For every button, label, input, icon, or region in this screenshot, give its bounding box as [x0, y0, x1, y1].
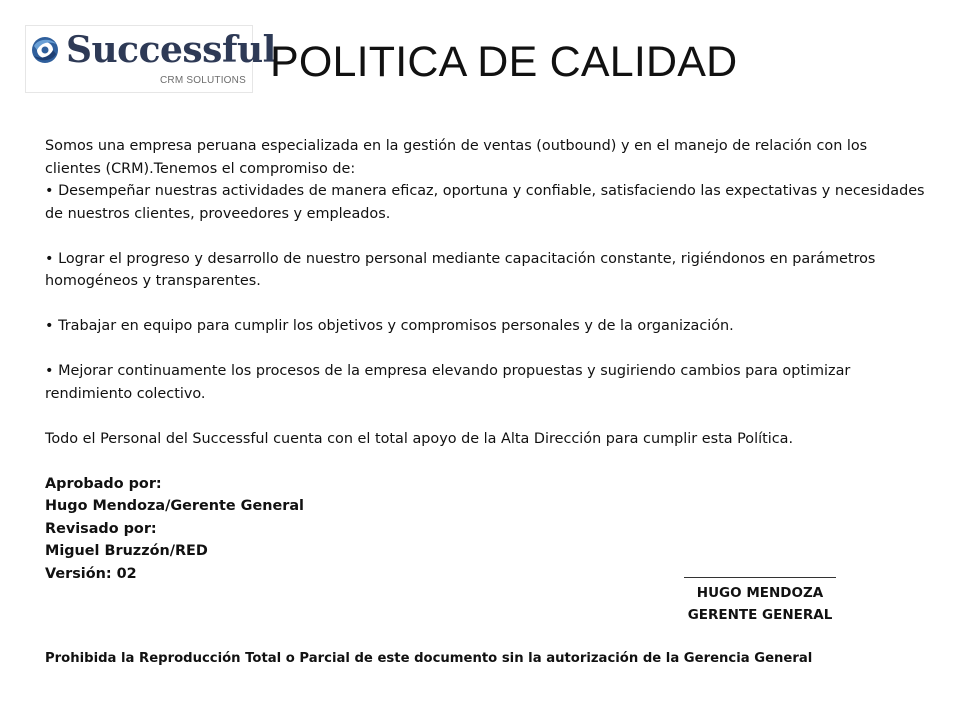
logo-subtitle: CRM SOLUTIONS [160, 75, 246, 86]
version-label: Versión: 02 [45, 565, 137, 582]
signatory-role: GERENTE GENERAL [687, 607, 833, 623]
page-title: POLITICA DE CALIDAD [270, 38, 738, 86]
approved-by: Hugo Mendoza/Gerente General [45, 498, 304, 514]
signature-line [684, 577, 836, 578]
bullet-item: • Desempeñar nuestras actividades de manera eficaz, oportuna y confiable, satisfaciendo las expectativas y necesidades de nuestros clientes, proveedores y empleados. [45, 183, 925, 222]
footer-notice: Prohibida la Reproducción Total o Parcial de este documento sin la autorización de la Gerencia General [45, 651, 813, 666]
signatory-name: HUGO MENDOZA [696, 585, 824, 601]
bullet-item: • Mejorar continuamente los procesos de la empresa elevando propuestas y sugiriendo cambios para optimizar rendimiento colectivo. [45, 363, 851, 402]
policy-body [45, 135, 925, 585]
approved-label: Aprobado por: [45, 475, 162, 492]
reviewed-label: Revisado por: [45, 520, 157, 537]
intro-paragraph: Somos una empresa peruana especializada en la gestión de ventas (outbound) y en el manejo de relación con los clientes (CRM).Tenemos el compromiso de: [45, 138, 868, 177]
logo-wordmark: Successful [66, 29, 276, 71]
reviewed-by: Miguel Bruzzón/RED [45, 543, 208, 559]
company-logo [25, 25, 276, 93]
bullet-item: • Trabajar en equipo para cumplir los objetivos y compromisos personales y de la organización. [45, 318, 734, 334]
support-statement: Todo el Personal del Successful cuenta con el total apoyo de la Alta Dirección para cumplir esta Política. [45, 430, 794, 447]
signature-block [684, 577, 836, 626]
bullet-item: • Lograr el progreso y desarrollo de nuestro personal mediante capacitación constante, rigiéndonos en parámetros homogéneos y transparentes. [45, 250, 876, 289]
